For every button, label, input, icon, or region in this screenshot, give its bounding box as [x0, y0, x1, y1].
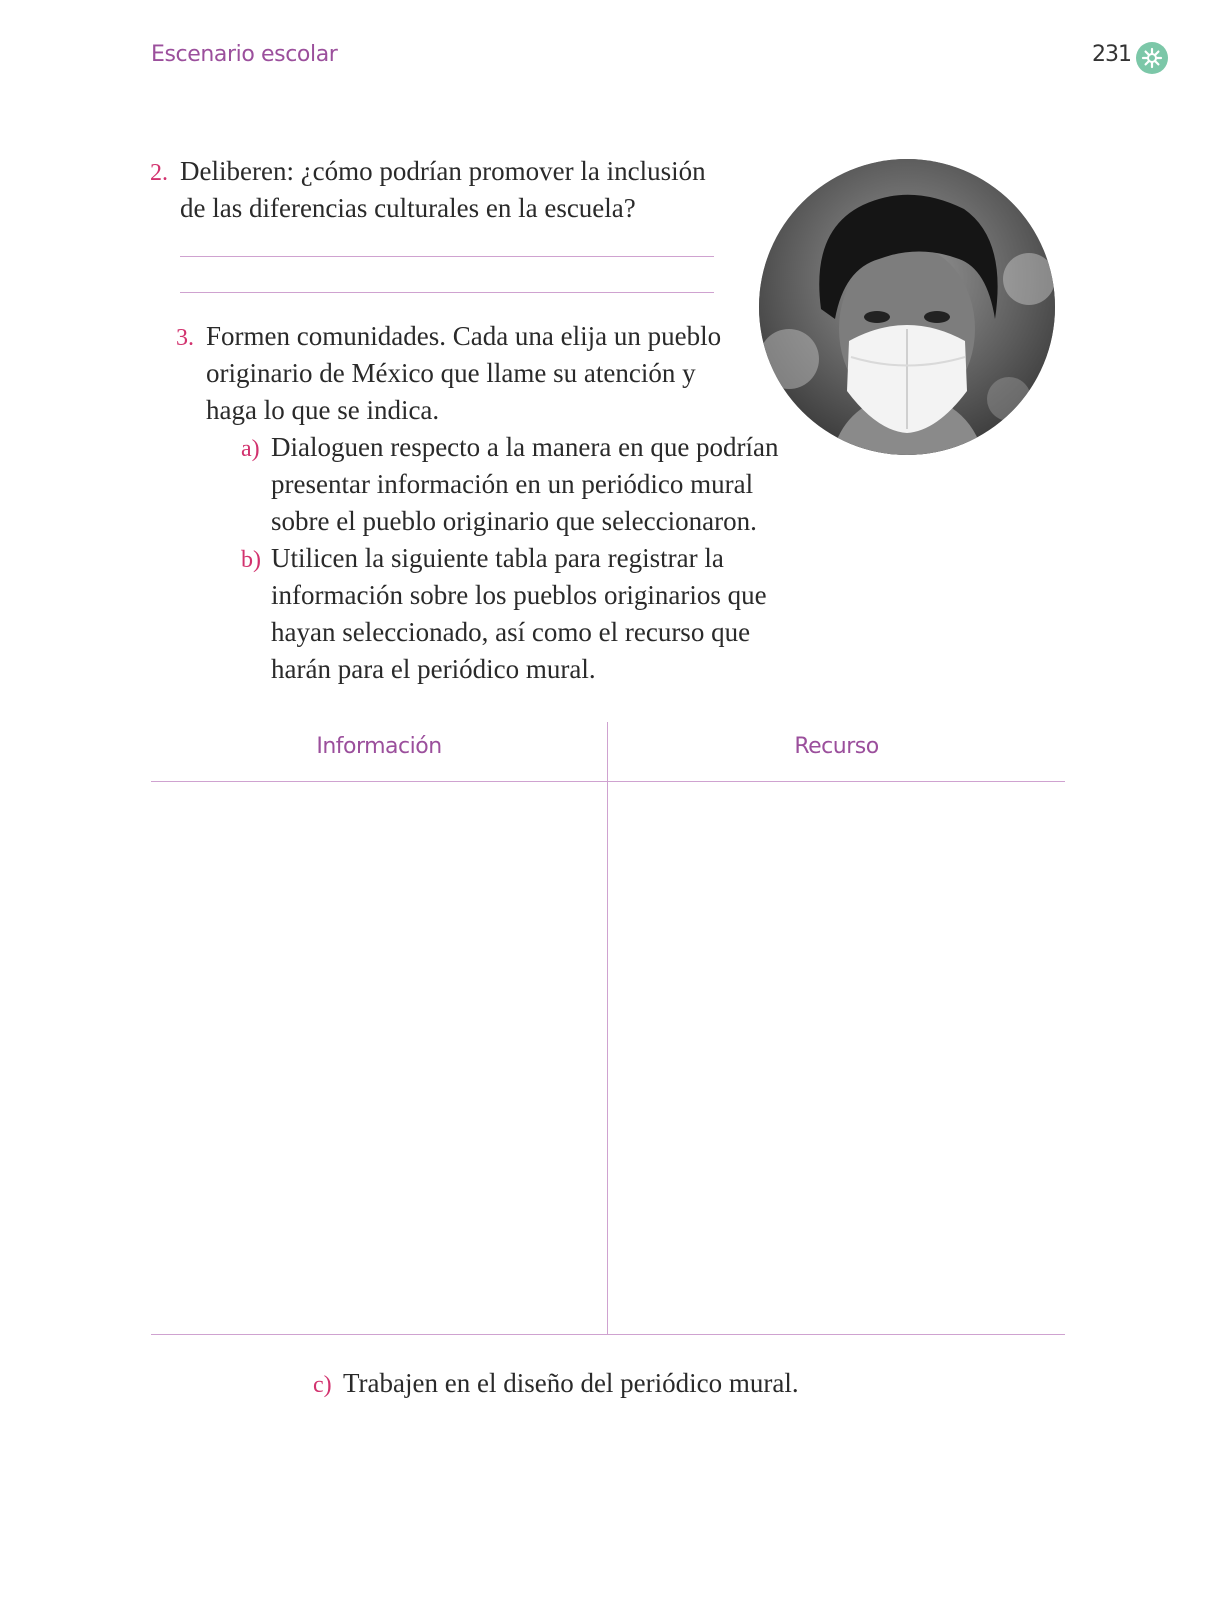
answer-line-2[interactable]	[180, 292, 714, 293]
item-a-line-3: sobre el pueblo originario que seleccionaron.	[271, 506, 757, 536]
table-cell-informacion[interactable]	[151, 782, 607, 1334]
item-c-text: Trabajen en el diseño del periódico mural.	[343, 1368, 799, 1398]
page-number: 231	[1092, 42, 1131, 67]
question-3-line-1: Formen comunidades. Cada una elija un pueblo	[206, 321, 722, 351]
question-3-line-3: haga lo que se indica.	[206, 395, 440, 425]
table-cell-recurso[interactable]	[608, 782, 1065, 1334]
question-2-number: 2.	[150, 160, 168, 186]
item-b-marker: b)	[241, 547, 261, 573]
question-2-line-1: Deliberen: ¿cómo podrían promover la inclusión	[180, 156, 706, 186]
question-3-number: 3.	[176, 325, 194, 351]
table-bottom-rule	[151, 1334, 1065, 1335]
item-a-line-2: presentar información en un periódico mural	[271, 469, 754, 499]
question-2-line-2: de las diferencias culturales en la escuela?	[180, 193, 636, 223]
item-b-line-3: hayan seleccionado, así como el recurso que	[271, 617, 751, 647]
item-b-line-2: información sobre los pueblos originarios que	[271, 580, 767, 610]
table-header-informacion: Información	[316, 734, 442, 759]
student-photo	[759, 159, 1055, 455]
item-b-line-1: Utilicen la siguiente tabla para registrar la	[271, 543, 724, 573]
flower-icon	[1136, 42, 1168, 74]
item-b-line-4: harán para el periódico mural.	[271, 654, 596, 684]
item-a-line-1: Dialoguen respecto a la manera en que podrían	[271, 432, 779, 462]
table-header-recurso: Recurso	[794, 734, 879, 759]
section-title: Escenario escolar	[151, 42, 338, 67]
answer-line-1[interactable]	[180, 256, 714, 257]
item-a-marker: a)	[241, 436, 260, 462]
item-c-marker: c)	[313, 1372, 332, 1398]
question-3-line-2: originario de México que llame su atención y	[206, 358, 696, 388]
